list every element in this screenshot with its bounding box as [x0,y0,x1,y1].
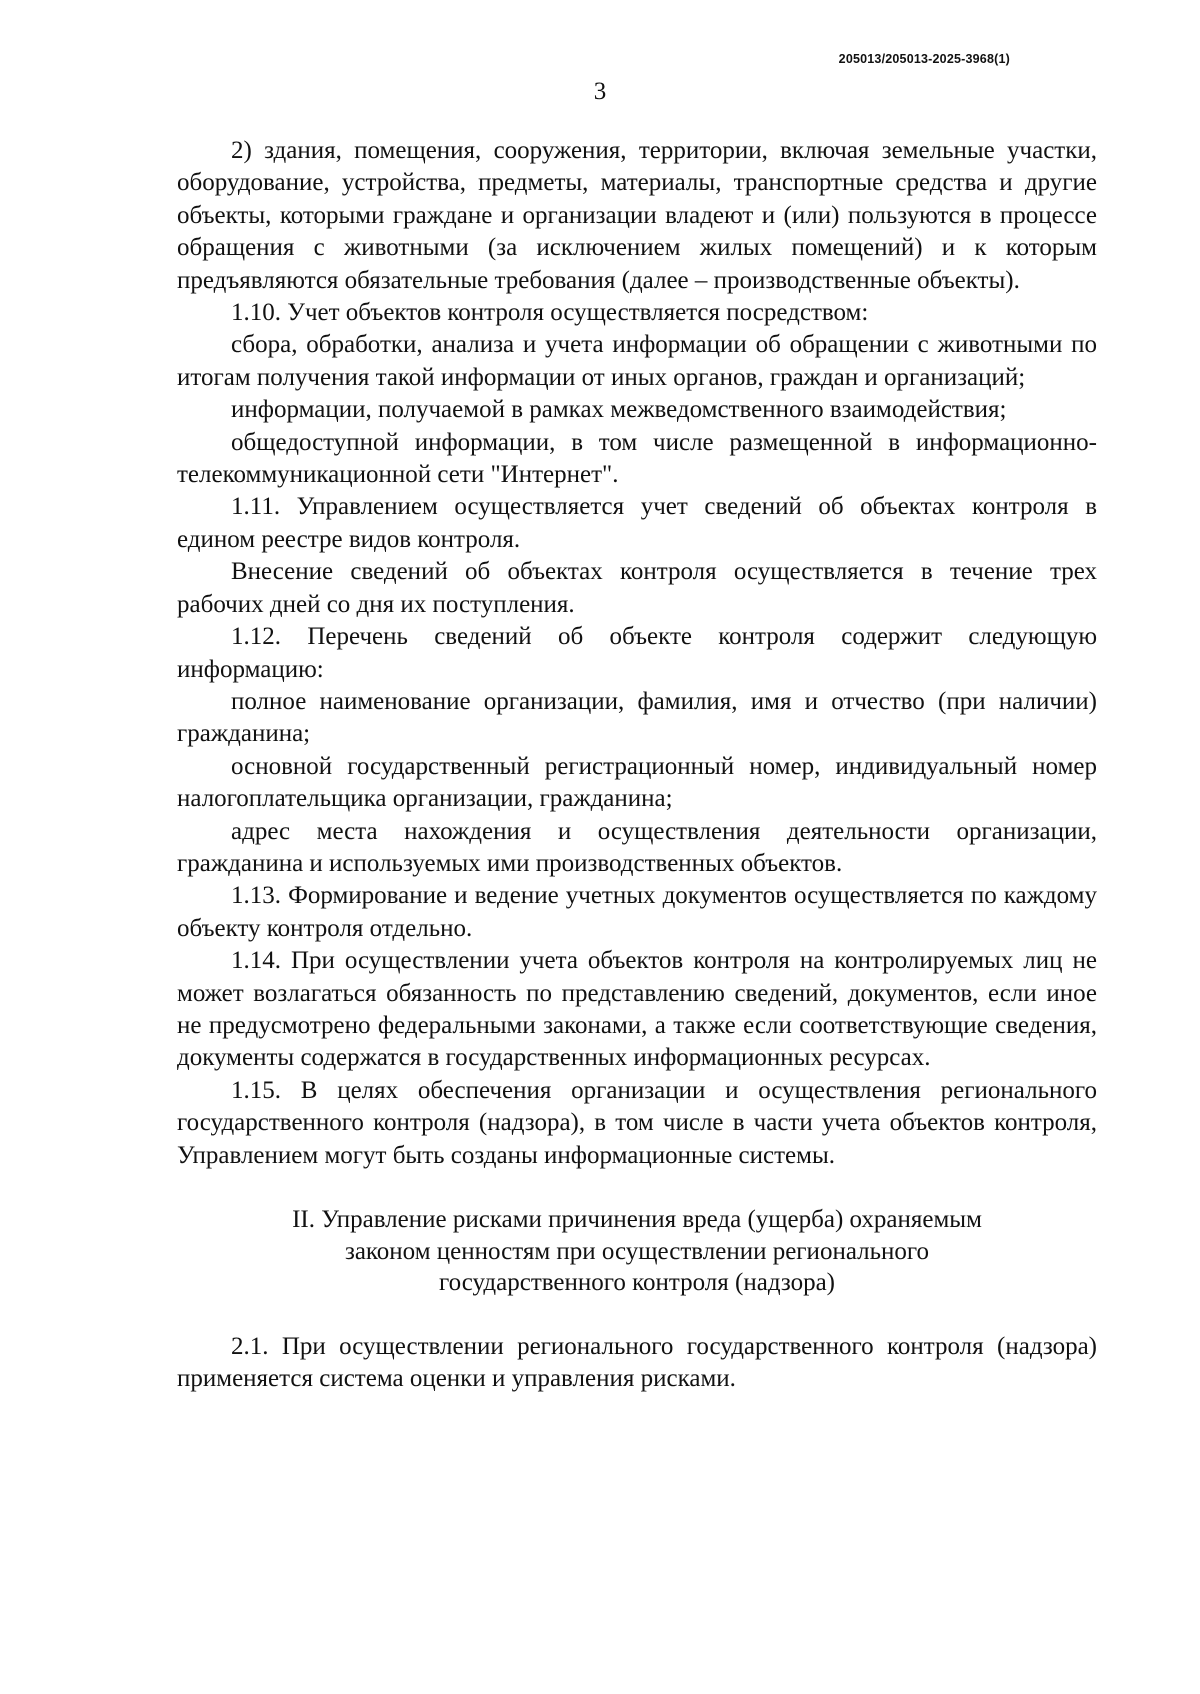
paragraph: 1.11. Управлением осуществляется учет сведений об объектах контроля в едином реестре видов контроля. [177,493,1097,553]
paragraph: основной государственный регистрационный номер, индивидуальный номер налогоплательщика организации, гражданина; [177,752,1097,813]
paragraph: 1.15. В целях обеспечения организации и осуществления регионального государственного контроля (надзора), в том числе в части учета объектов контроля, Управлением могут быть созданы информационные системы. [177,1076,1097,1169]
paragraph: Внесение сведений об объектах контроля осуществляется в течение трех рабочих дней со дня их поступления. [177,558,1097,618]
paragraph: 1.14. При осуществлении учета объектов контроля на контролируемых лиц не может возлагаться обязанность по представлению сведений, документов, если иное не предусмотрено федеральными законами, а также если соответствующие сведения, документы содержатся в государственных информационных ресурсах. [177,947,1097,1072]
paragraph: 1.13. Формирование и ведение учетных документов осуществляется по каждому объекту контроля отдельно. [177,882,1097,942]
document-id: 205013/205013-2025-3968(1) [838,52,1010,66]
section-heading [177,1204,1097,1299]
paragraph: 1.12. Перечень сведений об объекте контроля содержит следующую информацию: [177,623,1097,683]
section-heading-line: законом ценностям при осуществлении регионального [344,1237,930,1265]
paragraph: адрес места нахождения и осуществления деятельности организации, гражданина и используемых ими производственных объектов. [177,817,1097,877]
paragraph: информации, получаемой в рамках межведомственного взаимодействия; [231,396,1007,424]
paragraph: общедоступной информации, в том числе размещенной в информационно-телекоммуникационной сети "Интернет". [177,428,1097,489]
document-body [177,135,1097,1395]
paragraph: полное наименование организации, фамилия, имя и отчество (при наличии) гражданина; [177,687,1097,748]
paragraph: сбора, обработки, анализа и учета информации об обращении с животными по итогам получения такой информации от иных органов, граждан и организаций; [177,331,1097,391]
page-number: 3 [593,78,607,105]
paragraph: 2) здания, помещения, сооружения, территории, включая земельные участки, оборудование, устройства, предметы, материалы, транспортные средства и другие объекты, которыми граждане и организации владеют и (или) пользуются в процессе обращения с животными (за исключением жилых помещений) и к которым предъявляются обязательные требования (далее – производственные объекты). [177,137,1097,294]
paragraph: 1.10. Учет объектов контроля осуществляется посредством: [231,299,869,327]
paragraph: 2.1. При осуществлении регионального государственного контроля (надзора) применяется система оценки и управления рисками. [177,1332,1097,1392]
section-heading-line: II. Управление рисками причинения вреда (ущерба) охраняемым [292,1206,982,1233]
section-heading-line: государственного контроля (надзора) [438,1269,836,1296]
